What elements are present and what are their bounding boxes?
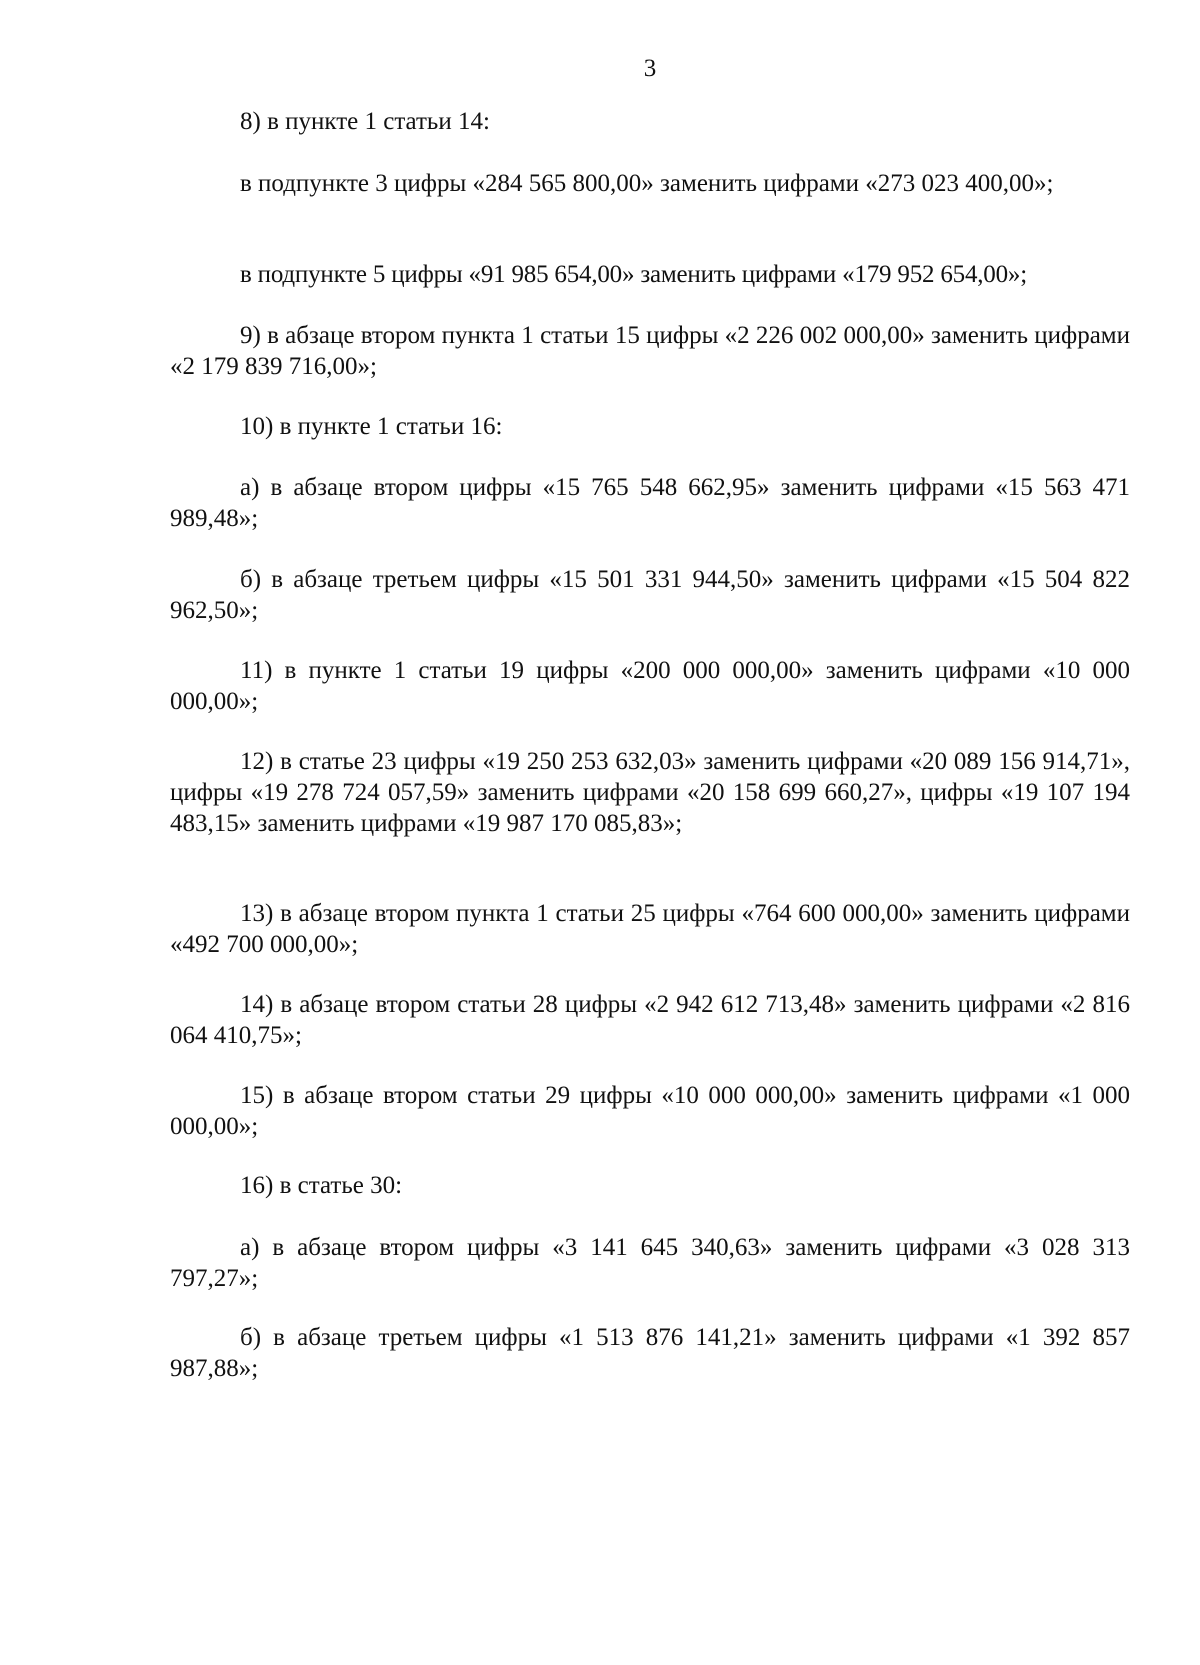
paragraph-item-13: 13) в абзаце втором пункта 1 статьи 25 цифры «764 600 000,00» заменить цифрами «492 700 000,00»; (170, 900, 1130, 958)
page-number: 3 (643, 55, 657, 82)
paragraph-item-16: 16) в статье 30: (240, 1172, 403, 1199)
paragraph-item-16a: а) в абзаце втором цифры «3 141 645 340,63» заменить цифрами «3 028 313 797,27»; (170, 1234, 1130, 1292)
paragraph-item-10: 10) в пункте 1 статьи 16: (240, 413, 503, 440)
paragraph-subitem-3: в подпункте 3 цифры «284 565 800,00» заменить цифрами «273 023 400,00»; (240, 170, 1054, 197)
paragraph-item-10a: а) в абзаце втором цифры «15 765 548 662,95» заменить цифрами «15 563 471 989,48»; (170, 474, 1130, 532)
paragraph-item-11: 11) в пункте 1 статьи 19 цифры «200 000 000,00» заменить цифрами «10 000 000,00»; (170, 657, 1130, 715)
paragraph-item-12: 12) в статье 23 цифры «19 250 253 632,03» заменить цифрами «20 089 156 914,71», цифры «19 278 724 057,59» заменить цифрами «20 158 699 660,27», цифры «19 107 194 483,15» заменить цифрами «19 987 170 085,83»; (170, 748, 1130, 837)
paragraph-item-9: 9) в абзаце втором пункта 1 статьи 15 цифры «2 226 002 000,00» заменить цифрами «2 179 839 716,00»; (170, 322, 1130, 380)
paragraph-item-10b: б) в абзаце третьем цифры «15 501 331 944,50» заменить цифрами «15 504 822 962,50»; (170, 566, 1130, 624)
paragraph-item-16b: б) в абзаце третьем цифры «1 513 876 141,21» заменить цифрами «1 392 857 987,88»; (170, 1324, 1130, 1382)
paragraph-item-8: 8) в пункте 1 статьи 14: (240, 108, 490, 135)
paragraph-subitem-5: в подпункте 5 цифры «91 985 654,00» заменить цифрами «179 952 654,00»; (240, 261, 1027, 288)
paragraph-item-14: 14) в абзаце втором статьи 28 цифры «2 942 612 713,48» заменить цифрами «2 816 064 410,75»; (170, 991, 1130, 1049)
paragraph-item-15: 15) в абзаце втором статьи 29 цифры «10 000 000,00» заменить цифрами «1 000 000,00»; (170, 1082, 1130, 1140)
